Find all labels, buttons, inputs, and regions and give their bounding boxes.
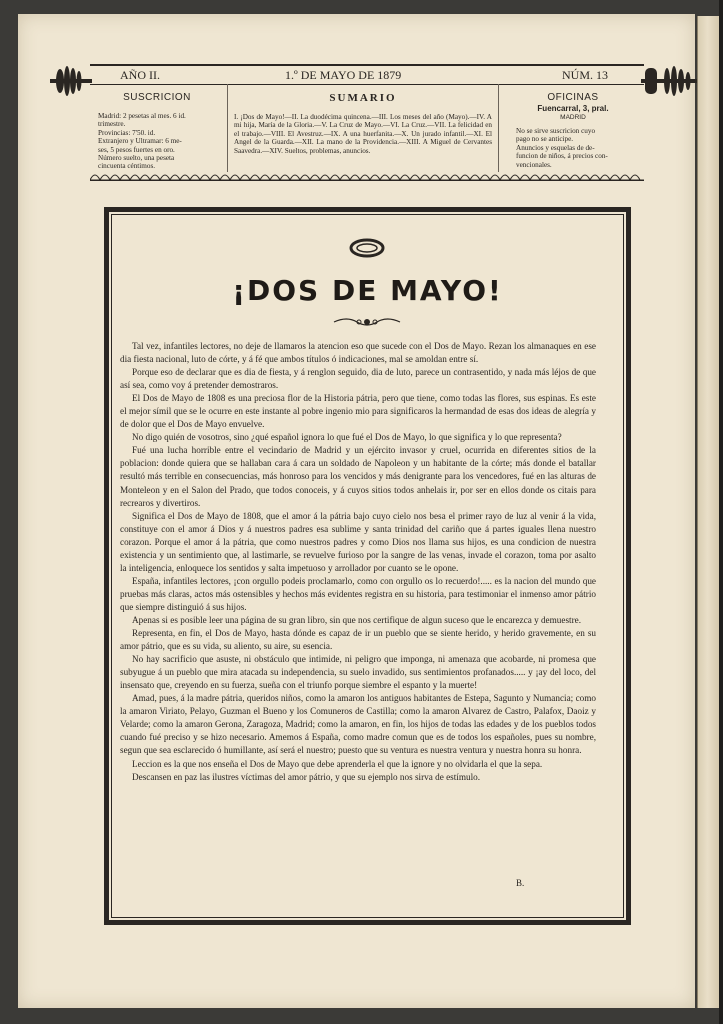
oficinas-city: MADRID <box>560 114 586 121</box>
oficinas-line: No se sirve suscricion cuyo <box>516 127 596 135</box>
suscricion-line: Provincias: 7'50. id. <box>98 128 156 137</box>
oficinas-line: Anuncios y esquelas de de- <box>516 143 595 152</box>
flourish-ornament-icon <box>332 314 402 330</box>
article-body <box>120 340 596 784</box>
suscricion-line: cincuenta céntimos. <box>98 162 156 171</box>
suscricion-line: ses, 5 pesos fuertes en oro. <box>98 145 175 154</box>
suscricion-title: SUSCRICION <box>123 92 191 103</box>
article-paragraph: Fué una lucha horrible entre el vecindario de Madrid y un ejército invasor y cruel, ocurrida en diferentes sitios de la poblacion: donde quiera que se hallaban cara á cara un soldado de Napoleon y un habitante de la córte; más donde el batallar resultó más terrible en consecuencias, más honroso para los vencidos y más denigrante para los vencedores, fué en las alturas de Monteleon y en el Salon del Prado, que todos conoceis, y á cuyos sitios todos anhelais ir, por ser en ellos donde os citais para recrearos y divertiros. <box>120 445 596 508</box>
article-paragraph: No hay sacrificio que asuste, ni obstáculo que intimide, ni peligro que imponga, ni amenaza que acobarde, ni promesa que subyugue á un pueblo que mira atacada su independencia, su suelo invadido, sus sentimientos profanados..... y ¡ay del loco, del insensato que, creyendo en su fuerza, sueña con el triunfo porque siembre el espanto y la muerte! <box>120 654 596 691</box>
issue-number: NÚM. 13 <box>562 68 609 82</box>
article-paragraph: Apenas si es posible leer una página de su gran libro, sin que nos certifique de algun suceso que le encarezca y demuestre. <box>132 614 582 625</box>
issue-date: 1.º DE MAYO DE 1879 <box>285 68 402 82</box>
article-paragraph: Tal vez, infantiles lectores, no deje de llamaros la atencion eso que sucede con el Dos de Mayo. Rezan los almanaques en ese dia fiesta nacional, luto de córte, y á fé que ambos títulos ó indicaciones, mal se amoldan entre sí. <box>120 341 596 365</box>
suscricion-line: Extranjero y Ultramar: 6 me- <box>98 137 182 146</box>
year-label: AÑO II. <box>120 68 160 82</box>
scroll-ornament-border-icon <box>90 170 644 182</box>
sumario-column <box>227 84 499 172</box>
oficinas-address: Fuencarral, 3, pral. <box>537 104 609 113</box>
article-paragraph: España, infantiles lectores, ¡con orgullo podeis proclamarlo, como con orgullo os lo recuerdo!..... es la nacion del mundo que pruebas más claras, actos más ostensibles y hechos más evidentes registra en su historia, para testimoniar el inmenso amor pátrio que siempre distinguió á sus hijos. <box>120 575 596 612</box>
article-paragraph: Porque eso de declarar que es dia de fiesta, y á renglon seguido, dia de luto, parece un contrasentido, y nada más léjos de que así sea, como voy á pretender demostraros. <box>120 367 596 391</box>
oficinas-line: pago no se anticipe. <box>516 135 574 144</box>
article-paragraph: Leccion es la que nos enseña el Dos de Mayo que debe aprenderla el que la ignore y no olvidarla el que la sepa. <box>132 758 543 769</box>
sumario-text: I. ¡Dos de Mayo!—II. La duodécima quincena.—III. Los meses del año (Mayo).—IV. A mi hija, María de la Gloria.—V. La Cruz de Mayo.—VI. La Cruz.—VII. La felicidad en el trabajo.—VIII. El Avestruz.—IX. A una huerfanita.—X. Un jurado infantil.—XI. El Angel de la Guarda.—XII. La mano de la Providencia.—XIII. A Miguel de Cervantes Saavedra.—XIV. Sueltos, problemas, anuncios. <box>234 113 492 155</box>
suscricion-line: trimestre. <box>98 120 126 129</box>
masthead-left-ornament-icon <box>50 64 92 98</box>
masthead-bar <box>90 64 644 85</box>
article-paragraph: Significa el Dos de Mayo de 1808, que el amor á la pátria bajo cuyo cielo nos besa el primer rayo de luz al venir á la vida, constituye con el amor á Dios y á nuestros padres esa sublime y santa trinidad del cariño que á partes iguales llena nuestro corazon. Porque el amor á la pátria, que como nuestros padres y como Dios nos llama sus hijos, es una condicion de nuestra existencia y un sentimiento que, al lastimarle, se revuelve furioso por la sangre de las venas, invade el corazon, toma por asalto la inteligencia, enloquece los sentidos y salta impetuoso y arrollador por cuanto se le opone. <box>120 510 596 573</box>
suscricion-text <box>90 112 224 171</box>
article-paragraph: No digo quién de vosotros, sino ¿qué español ignora lo que fué el Dos de Mayo, lo que significa y lo que representa? <box>132 432 562 443</box>
article-headline: ¡DOS DE MAYO! <box>232 274 503 307</box>
masthead-columns <box>90 84 644 181</box>
oficinas-text <box>502 127 644 169</box>
article-paragraph: El Dos de Mayo de 1808 es una preciosa flor de la Historia pátria, pero que tiene, como todas las flores, sus espinas. Es este el mejor símil que se le ocurre en este instante al pobre ingenio mio para significaros la hermandad de esas dos ideas de alegría y de dolor que el Dos de Mayo envuelve. <box>120 393 596 430</box>
sumario-title: SUMARIO <box>329 92 397 104</box>
suscricion-line: Número suelto, una peseta <box>98 154 175 163</box>
oficinas-title: OFICINAS <box>547 92 599 103</box>
article-signature: B. <box>516 878 525 888</box>
article-paragraph: Descansen en paz las ilustres víctimas del amor pátrio, y que su ejemplo nos sirva de estímulo. <box>132 771 481 782</box>
oficinas-column <box>502 84 644 172</box>
oficinas-line: funcion de niños, á precios con- <box>516 152 608 161</box>
laurel-wreath-icon <box>347 236 387 260</box>
article-paragraph: Representa, en fin, el Dos de Mayo, hasta dónde es capaz de ir un pueblo que se siente herido, y herido gravemente, en su amor pátrio, que es su vida, su aliento, su aire, su esencia. <box>120 628 596 652</box>
suscricion-column <box>90 84 224 172</box>
suscricion-line: Madrid: 2 pesetas al mes. 6 id. <box>98 112 186 120</box>
masthead-right-ornament-icon <box>641 64 697 98</box>
oficinas-line: vencionales. <box>516 160 552 169</box>
article-paragraph: Amad, pues, á la madre pátria, queridos niños, como la amaron los antiguos habitantes de Estepa, Sagunto y Numancia; como la amaron Viriato, Pelayo, Guzman el Bueno y los Comuneros de Castilla; como la amaron Alvarez de Castro, Palafox, Daoiz y Velarde; como la amaron Gerona, Zaragoza, Madrid; como la amaron, en fin, los hijos de todas las edades y de los pueblos todos cuando fué preciso y se hizo necesario. Amemos á España, como madre comun que es de todos los españoles, pues su nombre, segun que sea esclarecido ó humillante, así será el nuestro; puesto que su ventura es nuestra ventura y nuestra honra su honra. <box>120 693 596 756</box>
binding-spine <box>719 0 723 1024</box>
